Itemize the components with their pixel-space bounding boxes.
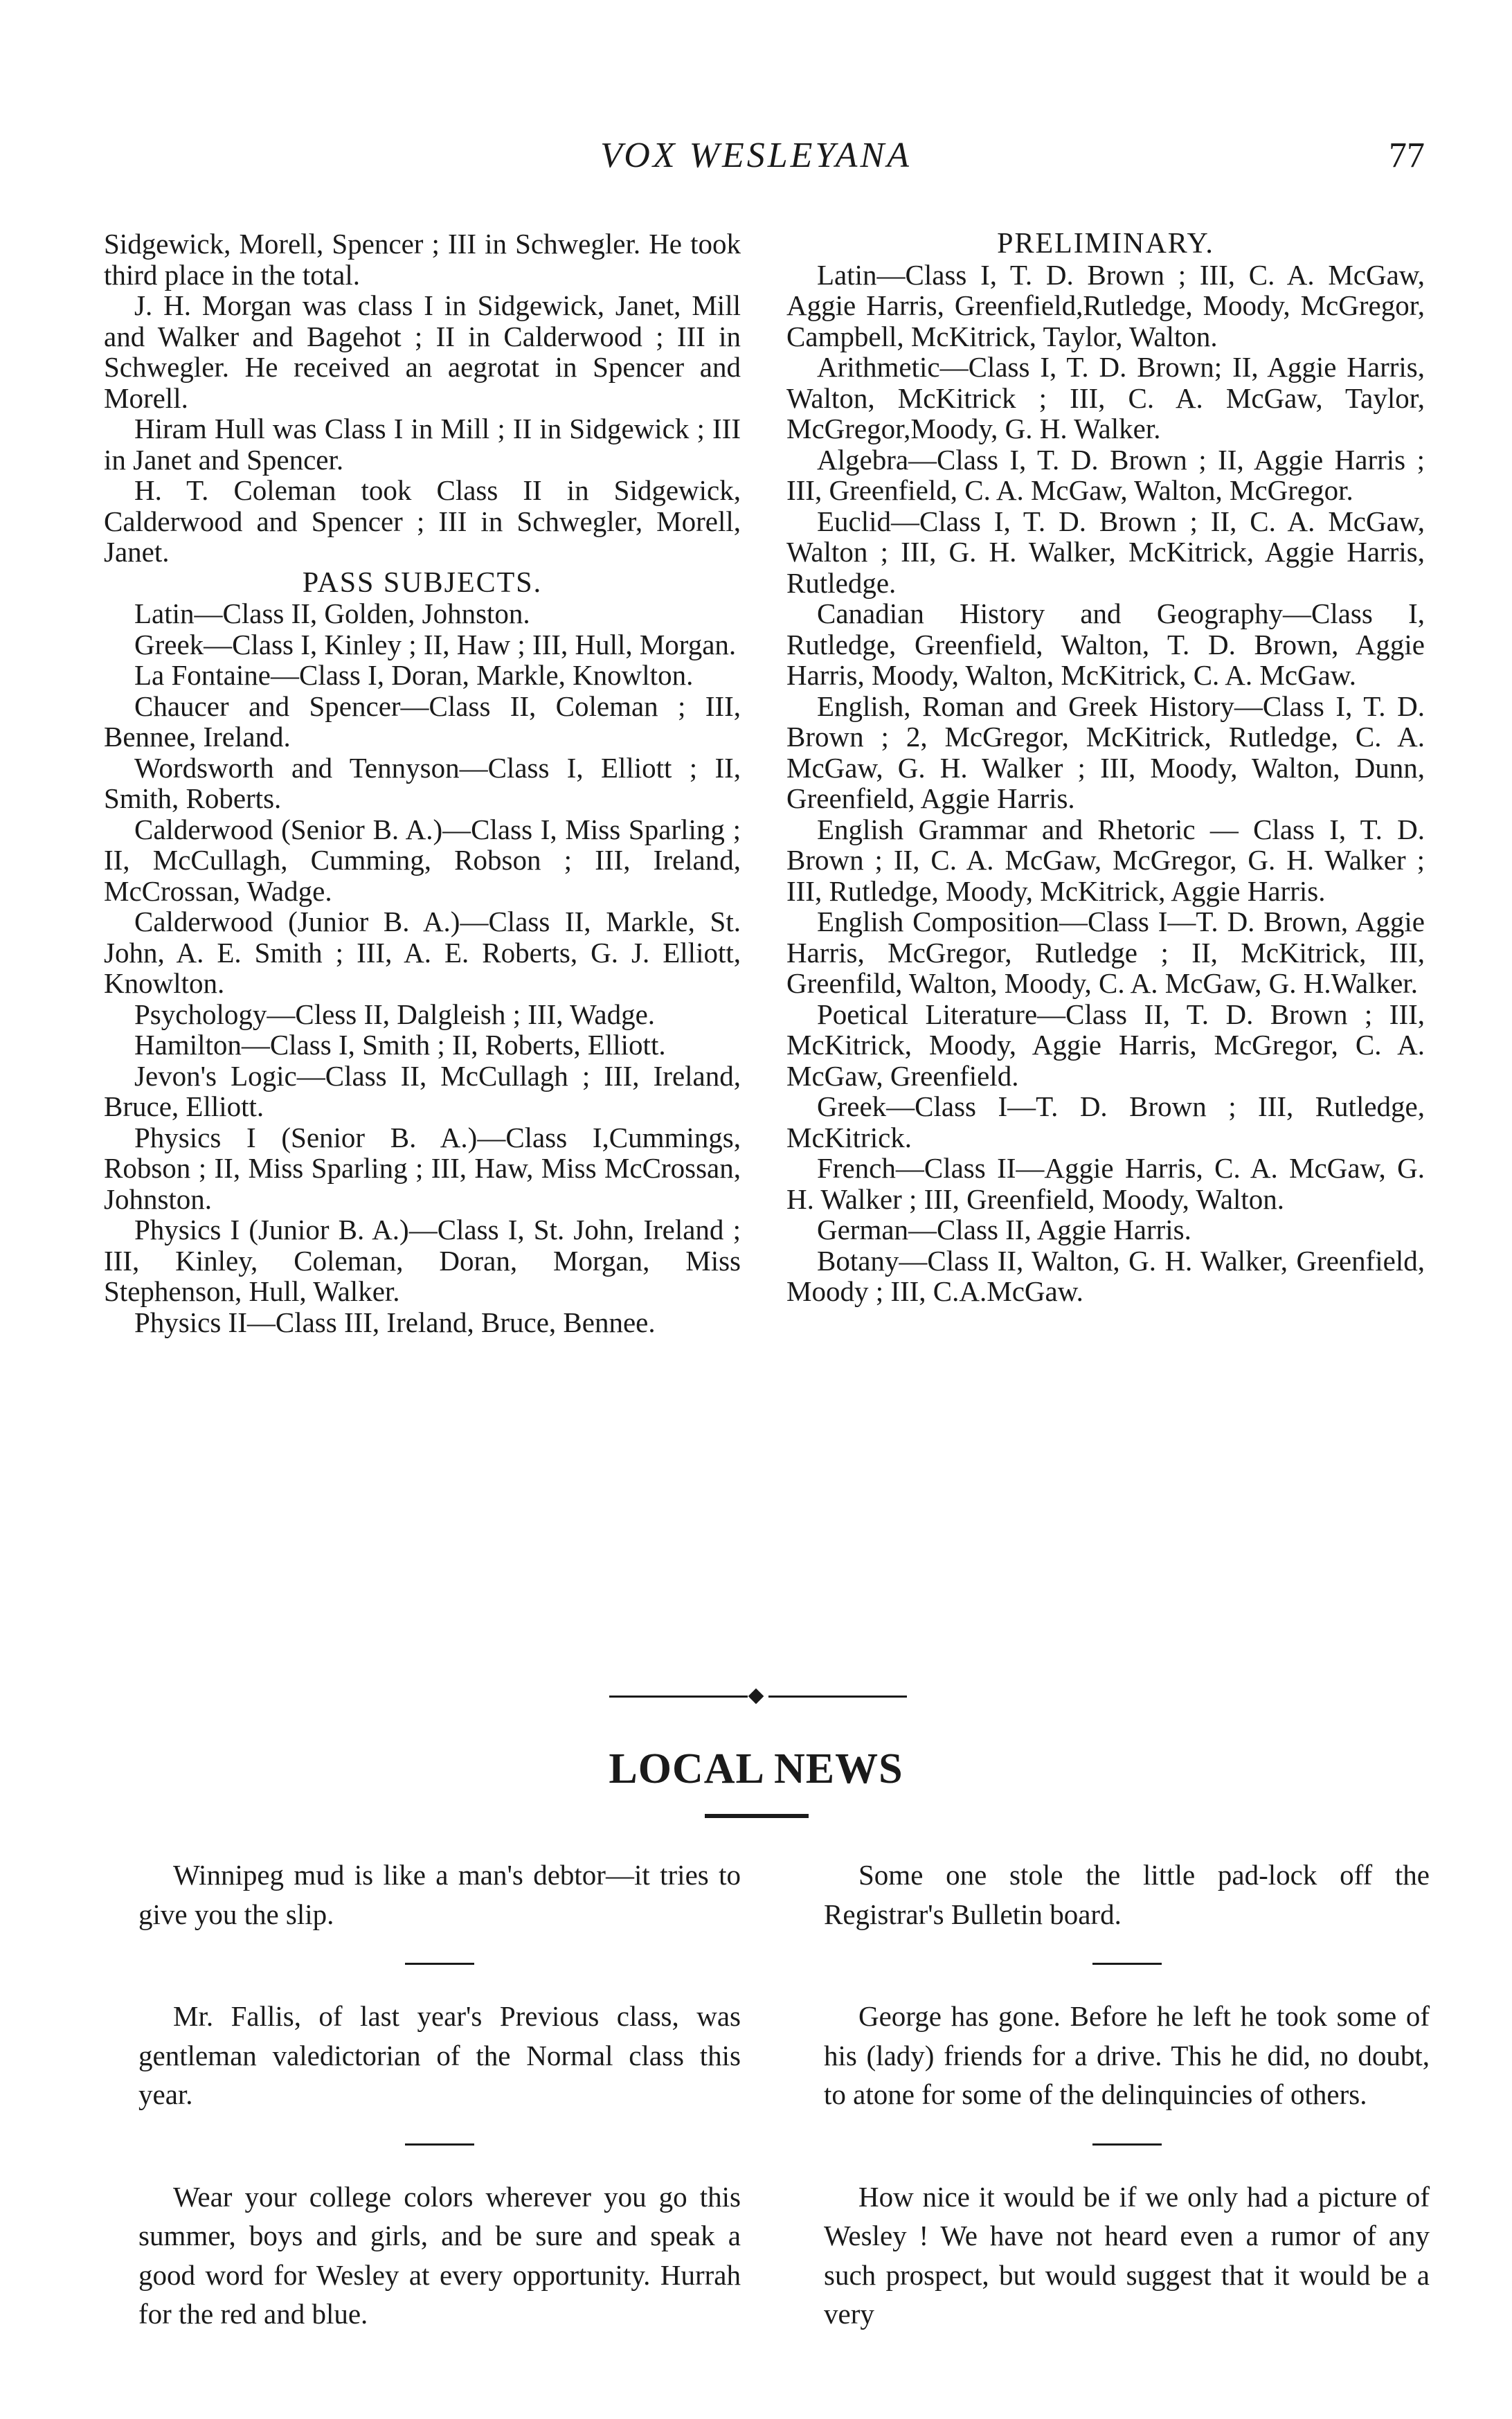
result-item: German—Class II, Aggie Harris.: [817, 1214, 1191, 1246]
section-divider-ornament: [609, 1689, 907, 1703]
result-item: Wordsworth and Tennyson—Class I, Elliott ; II, Smith, Roberts.: [104, 751, 741, 814]
result-item: Euclid—Class I, T. D. Brown ; II, C. A. McGaw, Walton ; III, G. H. Walker, McKitrick, Aggie Harris, Rutledge.: [786, 505, 1425, 599]
running-header: [0, 135, 1512, 177]
local-news-right-column: [824, 1855, 1430, 2334]
result-item: English, Roman and Greek History—Class I, T. D. Brown ; 2, McGregor, McKitrick, Rutledge, C. A. McGaw, G. H. Walker ; III, Moody, Walton, Dunn, Greenfield, Aggie Harris.: [786, 690, 1425, 814]
result-item: Calderwood (Junior B. A.)—Class II, Markle, St. John, A. E. Smith ; III, A. E. Roberts, G. J. Elliott, Knowlton.: [104, 906, 741, 999]
local-news-title: LOCAL NEWS: [609, 1745, 903, 1792]
news-item: Winnipeg mud is like a man's debtor—it tries to give you the slip.: [138, 1859, 741, 1930]
result-item: Arithmetic—Class I, T. D. Brown; II, Aggie Harris, Walton, McKitrick ; III, C. A. McGaw, Taylor, McGregor,Moody, G. H. Walker.: [786, 351, 1425, 444]
right-column-preliminary: [786, 228, 1425, 1307]
page-number: 77: [1389, 136, 1425, 175]
diamond-ornament-icon: [748, 1689, 764, 1705]
result-item: Hamilton—Class I, Smith ; II, Roberts, Elliott.: [134, 1029, 666, 1061]
pass-subjects-heading: PASS SUBJECTS.: [302, 566, 543, 599]
news-item: Mr. Fallis, of last year's Previous class, was gentleman valedictorian of the Normal class this year.: [138, 2000, 741, 2110]
result-item: Chaucer and Spencer—Class II, Coleman ; III, Bennee, Ireland.: [104, 690, 741, 753]
result-item: Greek—Class I—T. D. Brown ; III, Rutledge, McKitrick.: [786, 1090, 1425, 1153]
result-item: English Grammar and Rhetoric — Class I, T. D. Brown ; II, C. A. McGaw, McGregor, G. H. Walker ; III, Rutledge, Moody, McKitrick, Aggie Harris.: [786, 813, 1425, 907]
left-column-results: [104, 228, 741, 1338]
result-item: Latin—Class II, Golden, Johnston.: [134, 597, 530, 629]
journal-title: VOX WESLEYANA: [600, 136, 912, 175]
result-item: Jevon's Logic—Class II, McCullagh ; III, Ireland, Bruce, Elliott.: [104, 1059, 741, 1122]
divider-rule-left: [609, 1696, 748, 1698]
paragraph: Sidgewick, Morell, Spencer ; III in Schwegler. He took third place in the total.: [104, 228, 741, 291]
result-item: Physics I (Senior B. A.)—Class I,Cummings, Robson ; II, Miss Sparling ; III, Haw, Miss McCrossan, Johnston.: [104, 1121, 741, 1215]
local-news-left-column: [138, 1855, 741, 2334]
paragraph: J. H. Morgan was class I in Sidgewick, Janet, Mill and Walker and Bagehot ; II in Calderwood ; III in Schwegler. He received an aegrotat in Spencer and Morell.: [104, 289, 741, 414]
result-item: English Composition—Class I—T. D. Brown, Aggie Harris, McGregor, Rutledge ; II, McKitrick, III, Greenfild, Walton, Moody, C. A. McGaw, G. H.Walker.: [786, 906, 1425, 999]
paragraph: Hiram Hull was Class I in Mill ; II in Sidgewick ; III in Janet and Spencer.: [104, 413, 741, 476]
news-item: George has gone. Before he left he took some of his (lady) friends for a drive. This he did, no doubt, to atone for some of the delinquincies of others.: [824, 2000, 1430, 2110]
news-item: How nice it would be if we only had a picture of Wesley ! We have not heard even a rumor of any such prospect, but would suggest that it would be a very: [824, 2180, 1430, 2330]
item-separator: [405, 1963, 474, 1965]
item-separator: [405, 2143, 474, 2146]
result-item: Botany—Class II, Walton, G. H. Walker, Greenfield, Moody ; III, C.A.McGaw.: [786, 1244, 1425, 1307]
result-item: French—Class II—Aggie Harris, C. A. McGaw, G. H. Walker ; III, Greenfield, Moody, Walton.: [786, 1152, 1425, 1215]
divider-rule-right: [768, 1696, 907, 1698]
result-item: Algebra—Class I, T. D. Brown ; II, Aggie Harris ; III, Greenfield, C. A. McGaw, Walton, McGregor.: [786, 443, 1425, 506]
result-item: Poetical Literature—Class II, T. D. Brown ; III, McKitrick, Moody, Aggie Harris, McGregor, C. A. McGaw, Greenfield.: [786, 998, 1425, 1092]
preliminary-heading: PRELIMINARY.: [997, 228, 1214, 260]
news-item: Wear your college colors wherever you go this summer, boys and girls, and be sure and speak a good word for Wesley at every opportunity. Hurrah for the red and blue.: [138, 2180, 741, 2330]
item-separator: [1092, 1963, 1162, 1965]
result-item: Latin—Class I, T. D. Brown ; III, C. A. McGaw, Aggie Harris, Greenfield,Rutledge, Moody, McGregor, Campbell, McKitrick, Taylor, Walton.: [786, 258, 1425, 352]
paragraph: H. T. Coleman took Class II in Sidgewick, Calderwood and Spencer ; III in Schwegler, Morell, Janet.: [104, 474, 741, 568]
result-item: Physics I (Junior B. A.)—Class I, St. John, Ireland ; III, Kinley, Coleman, Doran, Morgan, Miss Stephenson, Hull, Walker.: [104, 1214, 741, 1307]
title-underline-rule: [705, 1814, 809, 1818]
item-separator: [1092, 2143, 1162, 2146]
result-item: Canadian History and Geography—Class I, Rutledge, Greenfield, Walton, T. D. Brown, Aggie Harris, Moody, Walton, McKitrick, C. A. McGaw.: [786, 597, 1425, 691]
result-item: Physics II—Class III, Ireland, Bruce, Bennee.: [134, 1306, 656, 1338]
result-item: La Fontaine—Class I, Doran, Markle, Knowlton.: [134, 659, 694, 691]
result-item: Calderwood (Senior B. A.)—Class I, Miss Sparling ; II, McCullagh, Cumming, Robson ; III, Ireland, McCrossan, Wadge.: [104, 813, 741, 907]
result-item: Greek—Class I, Kinley ; II, Haw ; III, Hull, Morgan.: [134, 628, 737, 660]
result-item: Psychology—Cless II, Dalgleish ; III, Wadge.: [134, 998, 656, 1030]
news-item: Some one stole the little pad-lock off the Registrar's Bulletin board.: [824, 1859, 1430, 1930]
